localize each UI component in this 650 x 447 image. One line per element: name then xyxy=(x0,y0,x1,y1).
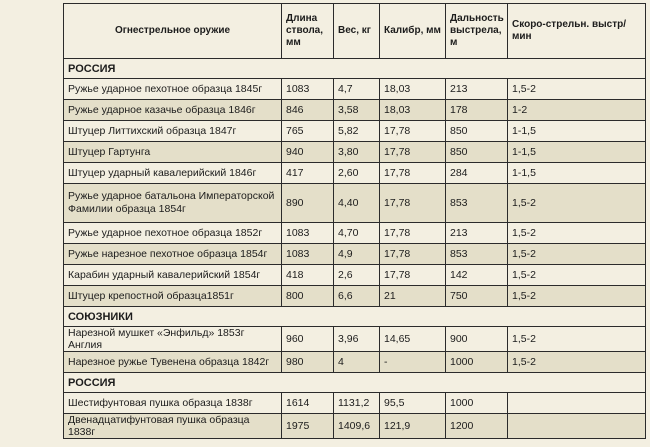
table-body xyxy=(64,59,646,439)
cell-length: 1614 xyxy=(282,393,334,414)
cell-rate: 1,5-2 xyxy=(508,265,646,286)
cell-range: 900 xyxy=(446,327,508,352)
cell-range: 853 xyxy=(446,184,508,223)
cell-length: 1083 xyxy=(282,223,334,244)
header-rate: Скоро-стрельн. выстр/мин xyxy=(508,4,646,59)
header-weight: Вес, кг xyxy=(334,4,380,59)
cell-rate: 1,5-2 xyxy=(508,223,646,244)
cell-rate: 1,5-2 xyxy=(508,327,646,352)
cell-weight: 4,40 xyxy=(334,184,380,223)
cell-rate: 1,5-2 xyxy=(508,352,646,373)
cell-rate: 1-1,5 xyxy=(508,142,646,163)
cell-name: Штуцер ударный кавалерийский 1846г xyxy=(64,163,282,184)
cell-rate: 1-1,5 xyxy=(508,163,646,184)
cell-length: 417 xyxy=(282,163,334,184)
section-header-row xyxy=(64,307,646,327)
cell-caliber: 121,9 xyxy=(380,414,446,439)
cell-weight: 4,7 xyxy=(334,79,380,100)
cell-weight: 2,6 xyxy=(334,265,380,286)
cell-length: 418 xyxy=(282,265,334,286)
cell-weight: 3,80 xyxy=(334,142,380,163)
cell-range: 853 xyxy=(446,244,508,265)
cell-range: 750 xyxy=(446,286,508,307)
cell-name: Ружье ударное казачье образца 1846г xyxy=(64,100,282,121)
cell-name: Карабин ударный кавалерийский 1854г xyxy=(64,265,282,286)
cell-range: 213 xyxy=(446,223,508,244)
cell-range: 213 xyxy=(446,79,508,100)
cell-weight: 3,58 xyxy=(334,100,380,121)
cell-length: 765 xyxy=(282,121,334,142)
cell-weight: 6,6 xyxy=(334,286,380,307)
cell-rate: 1,5-2 xyxy=(508,184,646,223)
cell-weight: 3,96 xyxy=(334,327,380,352)
cell-range: 1000 xyxy=(446,352,508,373)
section-title: СОЮЗНИКИ xyxy=(64,307,646,327)
cell-range: 284 xyxy=(446,163,508,184)
cell-length: 846 xyxy=(282,100,334,121)
table-row xyxy=(64,223,646,244)
cell-name: Ружье ударное пехотное образца 1852г xyxy=(64,223,282,244)
table-row xyxy=(64,393,646,414)
table-row xyxy=(64,327,646,352)
section-title: РОССИЯ xyxy=(64,373,646,393)
cell-rate xyxy=(508,393,646,414)
cell-name: Нарезной мушкет «Энфильд» 1853г Англия xyxy=(64,327,282,352)
cell-weight: 5,82 xyxy=(334,121,380,142)
cell-range: 1200 xyxy=(446,414,508,439)
table-row xyxy=(64,286,646,307)
section-header-row xyxy=(64,373,646,393)
cell-caliber: 95,5 xyxy=(380,393,446,414)
table-row xyxy=(64,265,646,286)
cell-name: Ружье ударное пехотное образца 1845г xyxy=(64,79,282,100)
cell-range: 850 xyxy=(446,121,508,142)
header-row xyxy=(64,4,646,59)
cell-caliber: 14,65 xyxy=(380,327,446,352)
cell-name: Штуцер Гартунга xyxy=(64,142,282,163)
table-row xyxy=(64,142,646,163)
cell-length: 980 xyxy=(282,352,334,373)
cell-name: Ружье нарезное пехотное образца 1854г xyxy=(64,244,282,265)
cell-range: 142 xyxy=(446,265,508,286)
header-length: Длина ствола, мм xyxy=(282,4,334,59)
table-row xyxy=(64,414,646,439)
cell-caliber: 17,78 xyxy=(380,142,446,163)
section-title: РОССИЯ xyxy=(64,59,646,79)
cell-weight: 4,70 xyxy=(334,223,380,244)
table-row xyxy=(64,100,646,121)
cell-caliber: 17,78 xyxy=(380,184,446,223)
cell-range: 1000 xyxy=(446,393,508,414)
cell-caliber: 17,78 xyxy=(380,223,446,244)
table-row xyxy=(64,244,646,265)
header-caliber: Калибр, мм xyxy=(380,4,446,59)
cell-caliber: 21 xyxy=(380,286,446,307)
cell-rate xyxy=(508,414,646,439)
cell-weight: 2,60 xyxy=(334,163,380,184)
header-range: Дальность выстрела, м xyxy=(446,4,508,59)
cell-name: Шестифунтовая пушка образца 1838г xyxy=(64,393,282,414)
cell-caliber: 17,78 xyxy=(380,163,446,184)
cell-rate: 1,5-2 xyxy=(508,79,646,100)
cell-caliber: 17,78 xyxy=(380,244,446,265)
cell-rate: 1-2 xyxy=(508,100,646,121)
cell-length: 1975 xyxy=(282,414,334,439)
section-header-row xyxy=(64,59,646,79)
table-row xyxy=(64,79,646,100)
cell-length: 940 xyxy=(282,142,334,163)
cell-length: 1083 xyxy=(282,244,334,265)
weapons-table-wrapper xyxy=(63,3,645,439)
header-weapon: Огнестрельное оружие xyxy=(64,4,282,59)
table-row xyxy=(64,352,646,373)
cell-weight: 4,9 xyxy=(334,244,380,265)
cell-rate: 1,5-2 xyxy=(508,244,646,265)
cell-weight: 4 xyxy=(334,352,380,373)
cell-length: 960 xyxy=(282,327,334,352)
cell-name: Двенадцатифунтовая пушка образца 1838г xyxy=(64,414,282,439)
cell-length: 890 xyxy=(282,184,334,223)
cell-name: Штуцер крепостной образца1851г xyxy=(64,286,282,307)
cell-rate: 1,5-2 xyxy=(508,286,646,307)
cell-name: Ружье ударное батальона Императорской Фамилии образца 1854г xyxy=(64,184,282,223)
cell-range: 850 xyxy=(446,142,508,163)
table-row xyxy=(64,121,646,142)
table-row xyxy=(64,184,646,223)
cell-name: Штуцер Литтихский образца 1847г xyxy=(64,121,282,142)
cell-caliber: 17,78 xyxy=(380,121,446,142)
cell-range: 178 xyxy=(446,100,508,121)
cell-weight: 1409,6 xyxy=(334,414,380,439)
cell-caliber: 17,78 xyxy=(380,265,446,286)
weapons-table xyxy=(63,3,646,439)
cell-name: Нарезное ружье Тувенена образца 1842г xyxy=(64,352,282,373)
table-row xyxy=(64,163,646,184)
cell-caliber: 18,03 xyxy=(380,79,446,100)
cell-length: 800 xyxy=(282,286,334,307)
cell-caliber: - xyxy=(380,352,446,373)
cell-caliber: 18,03 xyxy=(380,100,446,121)
cell-length: 1083 xyxy=(282,79,334,100)
cell-rate: 1-1,5 xyxy=(508,121,646,142)
cell-weight: 1131,2 xyxy=(334,393,380,414)
